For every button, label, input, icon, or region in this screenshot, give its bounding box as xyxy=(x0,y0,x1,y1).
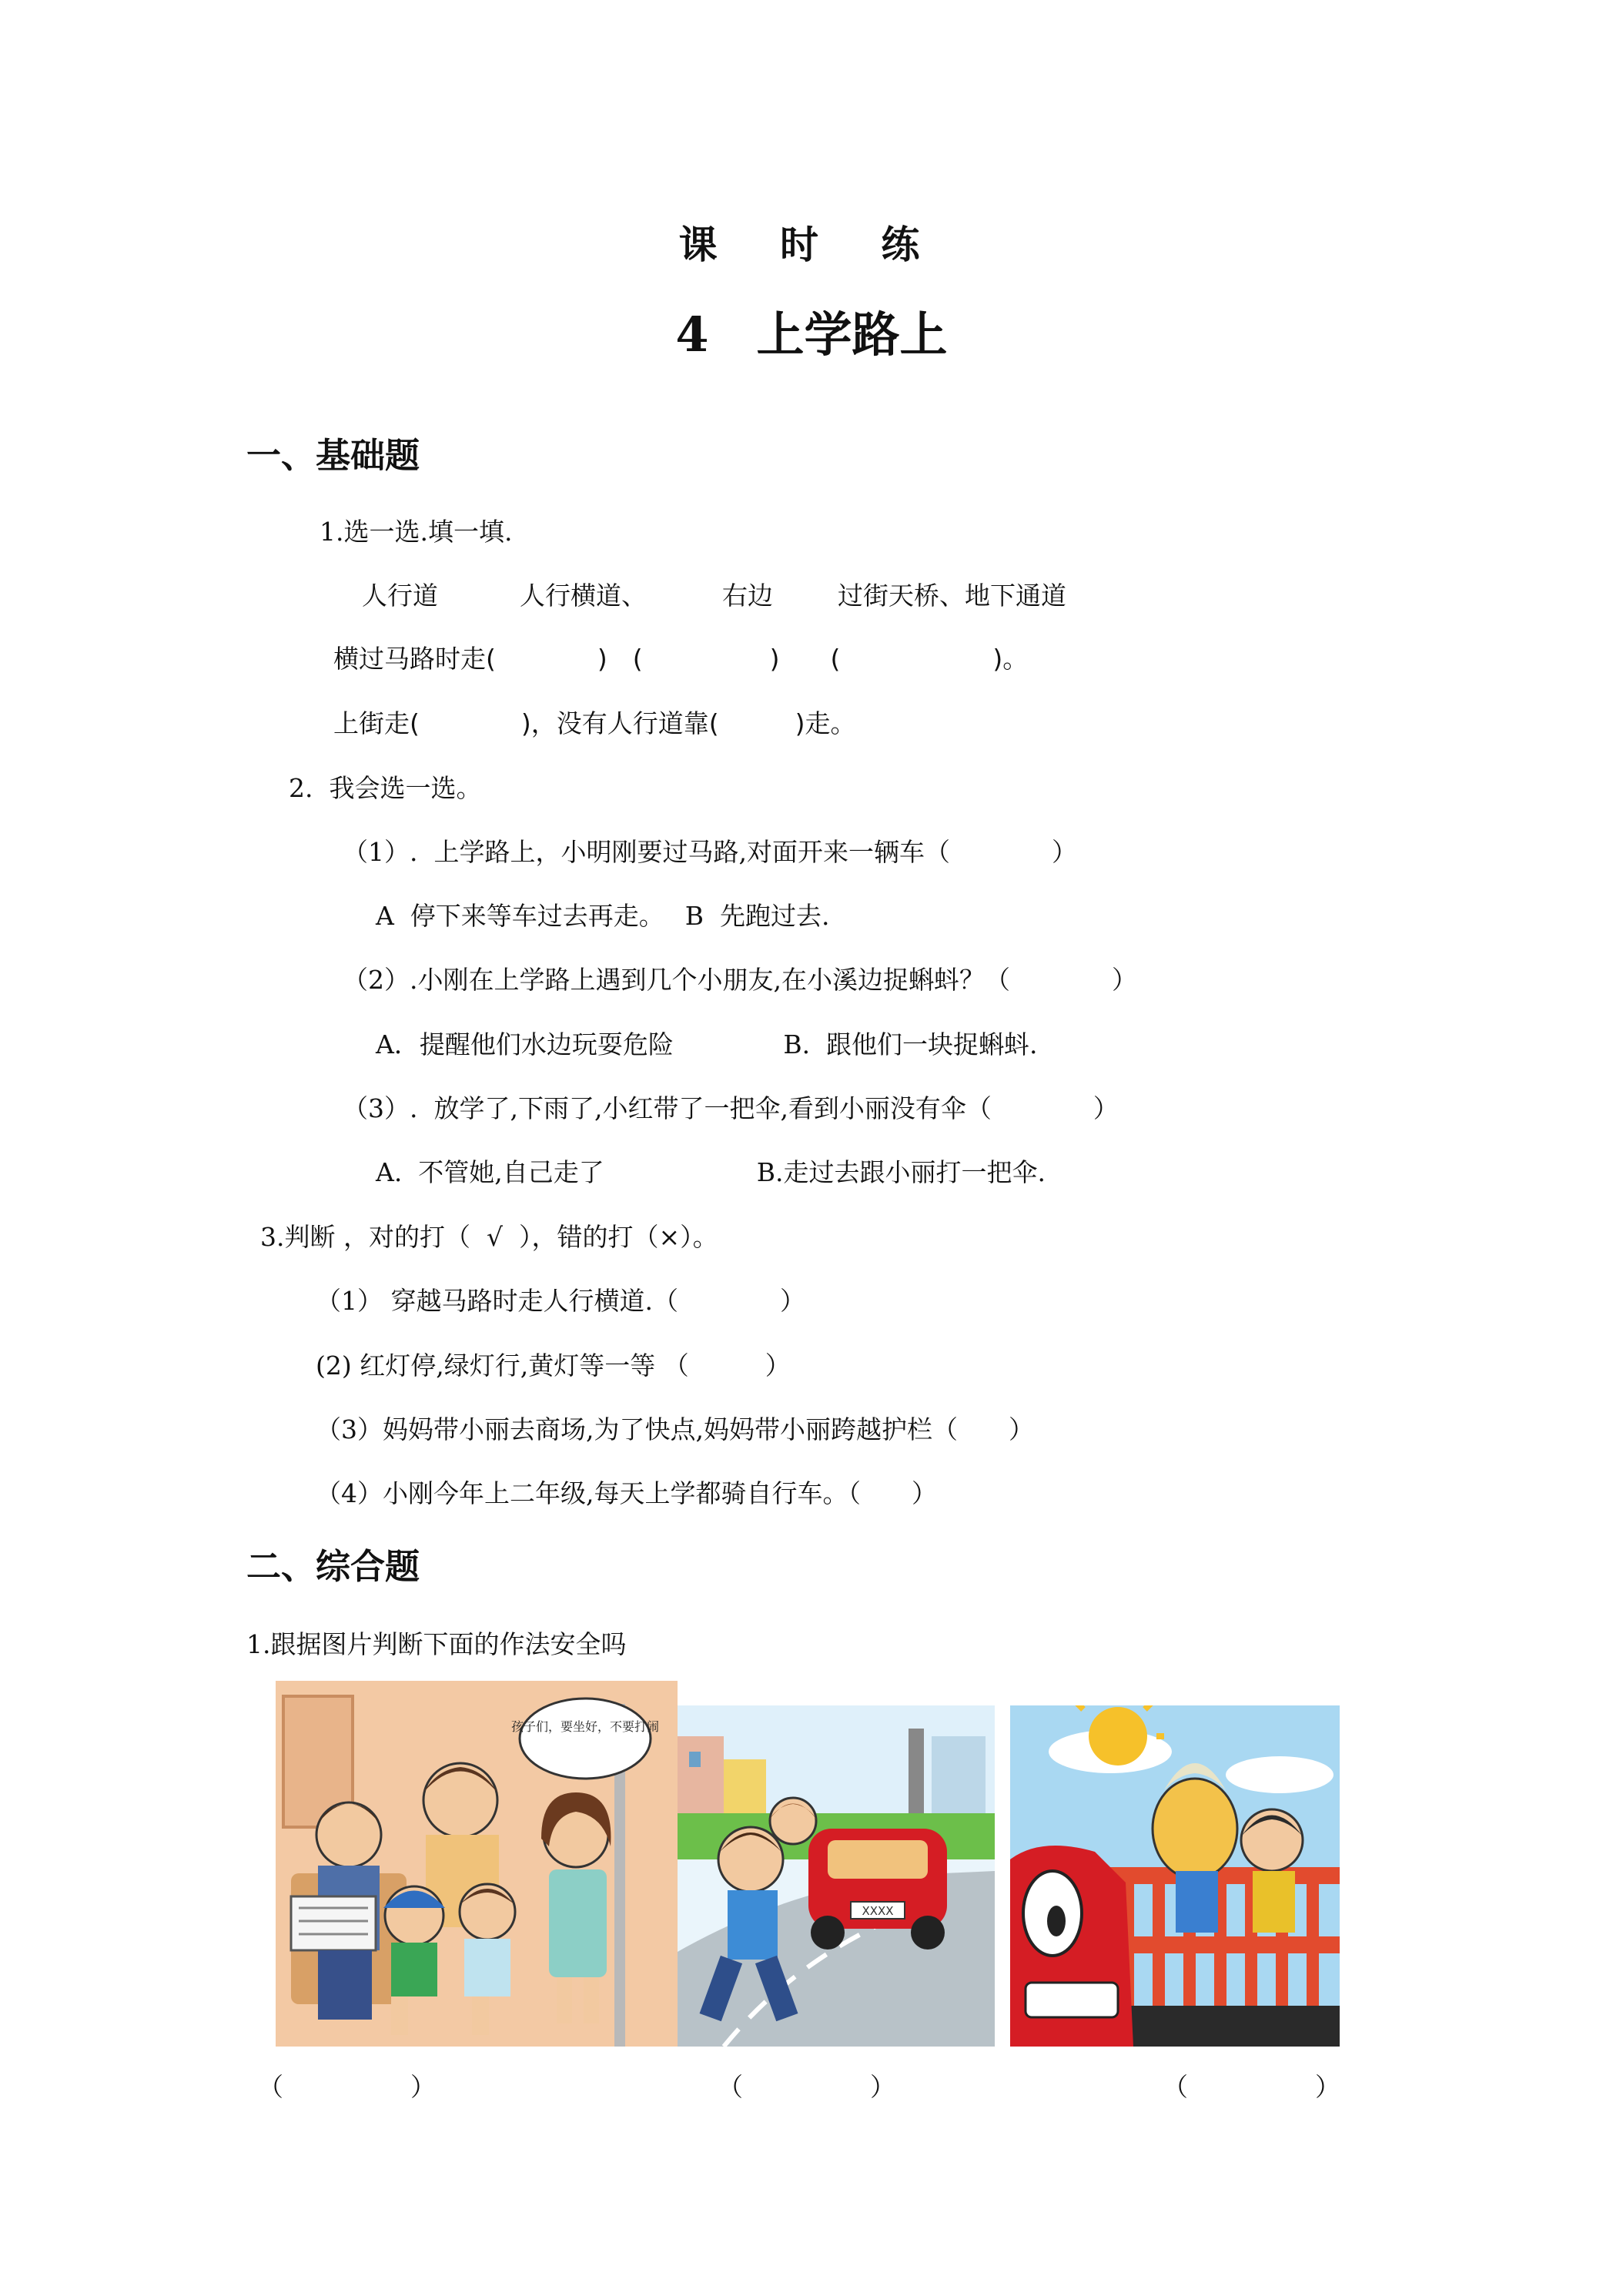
street-scene-illustration xyxy=(678,1705,995,2047)
answer-blank-1: （ ） xyxy=(258,2072,436,2102)
answer-blank-2: （ ） xyxy=(718,2072,895,2102)
q3-item-1: （1） 穿越马路时走人行横道.（ ） xyxy=(316,1286,805,1316)
q2-item-2-options: A．提醒他们水边玩耍危险 B. 跟他们一块捉蝌蚪. xyxy=(376,1029,1038,1059)
option-right-side: 右边 xyxy=(722,581,773,611)
q1-fill-line-1: 横过马路时走( ) ( ) ( )。 xyxy=(333,644,1029,674)
q3-item-3: （3）妈妈带小丽去商场,为了快点,妈妈带小丽跨越护栏（ ） xyxy=(316,1414,1034,1444)
q1-label: 1.选一选.填一填. xyxy=(320,517,513,547)
fence-scene-illustration xyxy=(1010,1705,1340,2047)
page-subtitle: 课 时 练 xyxy=(678,222,945,267)
option-overpass-underpass: 过街天桥、地下通道 xyxy=(838,581,1066,611)
bus-scene-illustration xyxy=(276,1681,678,2047)
q1-fill-line-2: 上街走( )，没有人行道靠( )走。 xyxy=(333,708,856,738)
bubble-text: 孩子们，要坐好，不要打闹 xyxy=(510,1719,660,1734)
option-crosswalk: 人行横道、 xyxy=(520,581,647,611)
page-title: 4 上学路上 xyxy=(675,306,948,363)
q2-label: 2. 我会选一选。 xyxy=(289,773,482,803)
section-heading-comprehensive: 二、综合题 xyxy=(246,1546,420,1587)
q3-label: 3.判断 ，对的打（ √ ），错的打（×）。 xyxy=(260,1222,718,1252)
section-heading-basic: 一、基础题 xyxy=(246,435,420,476)
q2-item-3-options: A. 不管她,自己走了 B.走过去跟小丽打一把伞. xyxy=(376,1157,1046,1187)
q2-item-1: （1）. 上学路上，小明刚要过马路,对面开来一辆车（ ） xyxy=(343,837,1077,867)
q3-item-4: （4）小刚今年上二年级,每天上学都骑自行车。（ ） xyxy=(316,1478,937,1508)
license-plate: XXXX xyxy=(862,1904,894,1918)
section2-q1-label: 1.跟据图片判断下面的作法安全吗 xyxy=(246,1629,627,1659)
answer-blank-3: （ ） xyxy=(1163,2072,1340,2102)
q2-item-3: （3）. 放学了,下雨了,小红带了一把伞,看到小丽没有伞（ ） xyxy=(343,1093,1119,1123)
option-sidewalk: 人行道 xyxy=(362,581,438,611)
q3-item-2: (2) 红灯停,绿灯行,黄灯等一等 （ ） xyxy=(316,1350,791,1381)
q2-item-1-options: A 停下来等车过去再走。 B 先跑过去. xyxy=(376,901,830,931)
q2-item-2: （2）.小刚在上学路上遇到几个小朋友,在小溪边捉蝌蚪？（ ） xyxy=(343,965,1137,995)
